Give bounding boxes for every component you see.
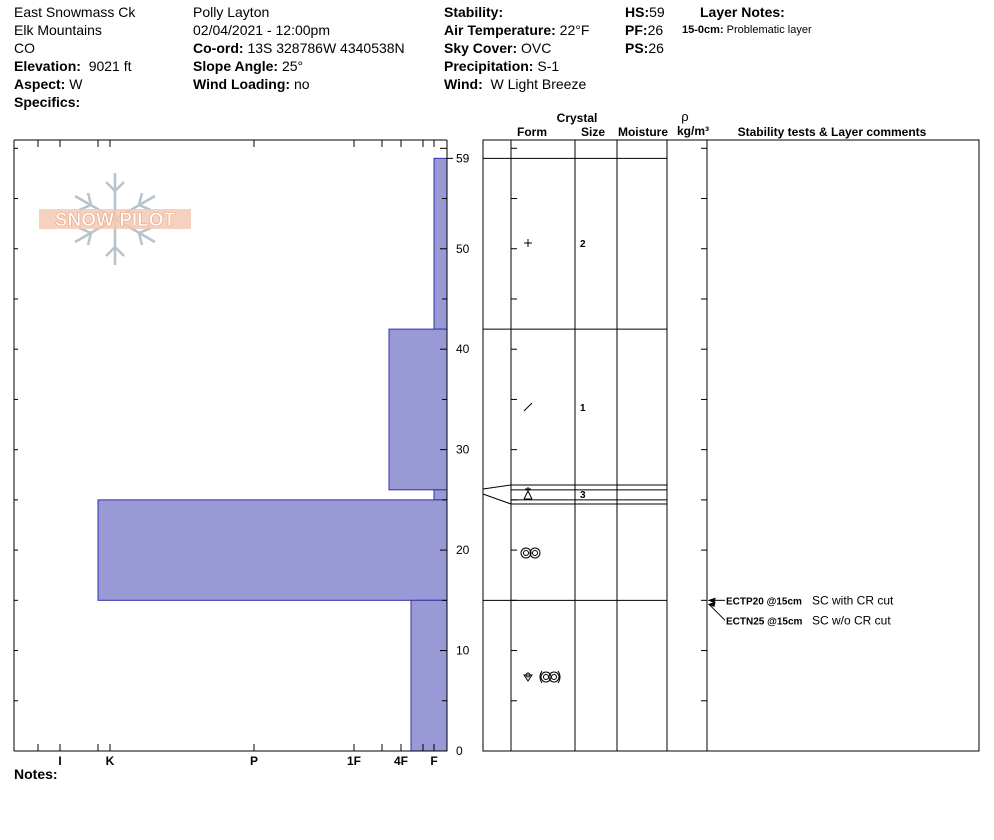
y-tick-label: 10 [456,643,470,658]
y-tick-label: 30 [456,442,470,457]
precip-value: S-1 [537,58,560,74]
header-moisture: Moisture [617,125,669,139]
header-rho: ρ [681,109,689,124]
pf-label: PF: [625,22,648,38]
test-arrowhead [709,598,715,602]
stability-test-code: ECTP20 @15cm [726,596,802,608]
facets-rounds-icon [524,671,560,683]
rounds-icon [521,548,540,558]
snowpilot-logo [39,173,191,265]
hardness-bar [389,329,447,490]
hardness-bar [98,500,447,600]
air-temp-value: 22°F [559,22,590,38]
y-tick-label: 50 [456,241,470,256]
crystal-size-label: 1 [580,403,586,414]
hardness-tick-label: 4F [393,754,409,768]
hardness-tick-label: 1F [346,754,362,768]
thin-layer-mapping [483,485,511,489]
wind-loading-label: Wind Loading: [193,76,291,92]
y-tick-label: 20 [456,543,470,558]
observer-name: Polly Layton [193,4,270,20]
y-tick-label: 0 [456,744,463,758]
layer-notes-depth: 15-0cm: [682,24,724,36]
hardness-tick-label: K [105,754,115,768]
header-stability: Stability tests & Layer comments [737,125,927,139]
aspect-value: W [69,76,83,92]
hardness-bar [434,158,447,329]
header-crystal: Crystal [556,111,598,125]
crystal-size-label: 3 [580,490,586,501]
wind-loading-value: no [293,76,310,92]
slope-value: 25° [281,58,304,74]
aspect-label: Aspect: [14,76,66,92]
stability-test-comment: SC with CR cut [812,593,894,608]
stability-test-code: ECTN25 @15cm [726,616,803,628]
header-density-unit: kg/m³ [676,124,710,138]
plus-icon [524,239,532,247]
hardness-tick-label: F [430,754,438,768]
elevation-value: 9021 ft [88,58,132,74]
hardness-bar [411,600,447,751]
hardness-tick-label: P [249,754,259,768]
location-name: East Snowmass Ck [14,4,136,20]
slash-icon [524,403,532,411]
notes-label: Notes: [14,766,58,782]
thin-layer-mapping [483,494,511,504]
hs-tick-label: 59 [456,151,470,166]
sky-value: OVC [521,40,552,56]
pf-value: 26 [647,22,664,38]
test-leader-line [709,604,725,620]
observation-datetime: 02/04/2021 - 12:00pm [193,22,330,38]
sky-label: Sky Cover: [444,40,518,56]
state: CO [14,40,35,56]
mountain-range: Elk Mountains [14,22,102,38]
hs-label: HS: [625,4,650,20]
right-frame [483,140,979,751]
ps-value: 26 [648,40,664,56]
slope-label: Slope Angle: [193,58,279,74]
header-size: Size [580,125,606,139]
header-form: Form [517,125,547,139]
hardness-bar [434,490,447,500]
coord-label: Co-ord: [193,40,244,56]
hs-value: 59 [649,4,665,20]
elevation-label: Elevation: [14,58,81,74]
layer-notes-text: Problematic layer [726,24,812,36]
air-temp-label: Air Temperature: [444,22,556,38]
specifics-label: Specifics: [14,94,81,110]
precip-label: Precipitation: [444,58,534,74]
layer-notes-title: Layer Notes: [700,4,785,20]
stability-test-comment: SC w/o CR cut [812,613,891,628]
y-tick-label: 40 [456,342,470,357]
stability-label: Stability: [444,4,504,20]
melt-freeze-icon [524,487,532,499]
crystal-size-label: 2 [580,239,586,250]
wind-value: W Light Breeze [490,76,587,92]
wind-label: Wind: [444,76,483,92]
hardness-tick-label: I [58,754,62,768]
coord-value: 13S 328786W 4340538N [247,40,405,56]
logo-wordmark: SNOW PILOT [54,210,176,231]
ps-label: PS: [625,40,649,56]
